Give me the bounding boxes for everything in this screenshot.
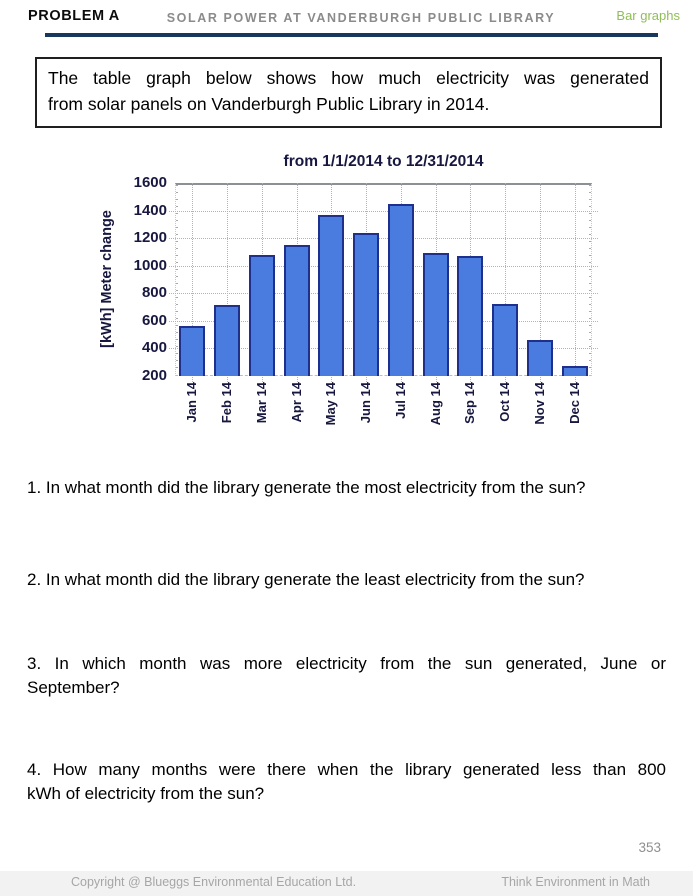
chart-bar	[214, 305, 240, 376]
x-axis-tick-label: Oct 14	[497, 382, 513, 422]
page-title: SOLAR POWER AT VANDERBURGH PUBLIC LIBRARY	[166, 11, 556, 25]
chart-bar	[179, 326, 205, 376]
problem-label: PROBLEM A	[28, 8, 120, 24]
x-axis-tick-label: May 14	[323, 382, 339, 426]
gridline-horizontal	[169, 266, 598, 267]
chart-title: from 1/1/2014 to 12/31/2014	[283, 153, 484, 170]
chart-bar	[249, 255, 275, 376]
question-text: September?	[27, 678, 120, 697]
bar-chart	[95, 150, 610, 455]
minor-ticks	[589, 185, 591, 374]
gridline-vertical	[575, 183, 576, 382]
x-axis-tick-label: Jun 14	[358, 382, 374, 424]
question-2	[27, 568, 666, 592]
y-axis-tick-label: 200	[141, 367, 167, 384]
chart-bar	[284, 245, 310, 376]
y-axis-tick-label: 800	[141, 284, 167, 302]
question-text: 3. In which month was more electricity from the sun generated, June or	[27, 654, 666, 673]
x-axis-tick-label: Jan 14	[184, 382, 200, 423]
x-axis-tick-label: Feb 14	[219, 382, 235, 424]
x-axis-tick-label: Jul 14	[392, 382, 408, 419]
y-axis-tick-label: 1000	[133, 256, 167, 274]
footer-tagline: Think Environment in Math	[501, 875, 650, 889]
gridline-horizontal	[169, 238, 598, 239]
chart-bar	[388, 204, 414, 376]
gridline-horizontal	[169, 293, 598, 294]
question-4	[27, 758, 666, 806]
topic-tag: Bar graphs	[616, 8, 680, 23]
y-axis-tick-label: 1600	[133, 174, 167, 191]
x-axis-tick-label: Mar 14	[253, 382, 269, 424]
x-axis-tick-label: Nov 14	[531, 382, 547, 425]
question-1	[27, 476, 666, 500]
chart-bar	[527, 340, 553, 376]
question-text: 1. In what month did the library generate the most electricity from the sun?	[27, 478, 586, 497]
x-axis-tick-label: Apr 14	[288, 382, 304, 423]
intro-box	[35, 57, 662, 128]
header-rule	[45, 33, 658, 37]
minor-ticks	[176, 185, 178, 374]
y-axis-tick-label: 600	[141, 311, 167, 329]
intro-line: The table graph below shows how much electricity was generated	[48, 68, 649, 88]
chart-bar	[492, 304, 518, 376]
page-number: 353	[638, 840, 661, 855]
intro-line: from solar panels on Vanderburgh Public Library in 2014.	[48, 94, 490, 114]
gridline-horizontal	[169, 211, 598, 212]
question-text: 4. How many months were there when the library generated less than 800	[27, 760, 666, 779]
y-axis-tick-label: 1200	[133, 229, 167, 247]
y-axis-tick-label: 400	[141, 339, 167, 357]
question-text: 2. In what month did the library generate the least electricity from the sun?	[27, 570, 585, 589]
footer	[0, 871, 693, 896]
y-axis-tick-label: 1400	[133, 201, 167, 219]
chart-bar	[318, 215, 344, 376]
y-axis-label: [kWh] Meter change	[99, 210, 115, 348]
question-3	[27, 652, 666, 700]
chart-bar	[562, 366, 588, 376]
chart-bar	[423, 253, 449, 376]
x-axis-tick-label: Dec 14	[566, 382, 582, 424]
footer-copyright: Copyright @ Blueggs Environmental Education Ltd.	[71, 875, 357, 889]
x-axis-tick-label: Aug 14	[427, 382, 443, 426]
chart-bar	[353, 233, 379, 376]
question-text: kWh of electricity from the sun?	[27, 784, 265, 803]
x-axis-tick-label: Sep 14	[462, 382, 478, 424]
chart-bar	[457, 256, 483, 376]
